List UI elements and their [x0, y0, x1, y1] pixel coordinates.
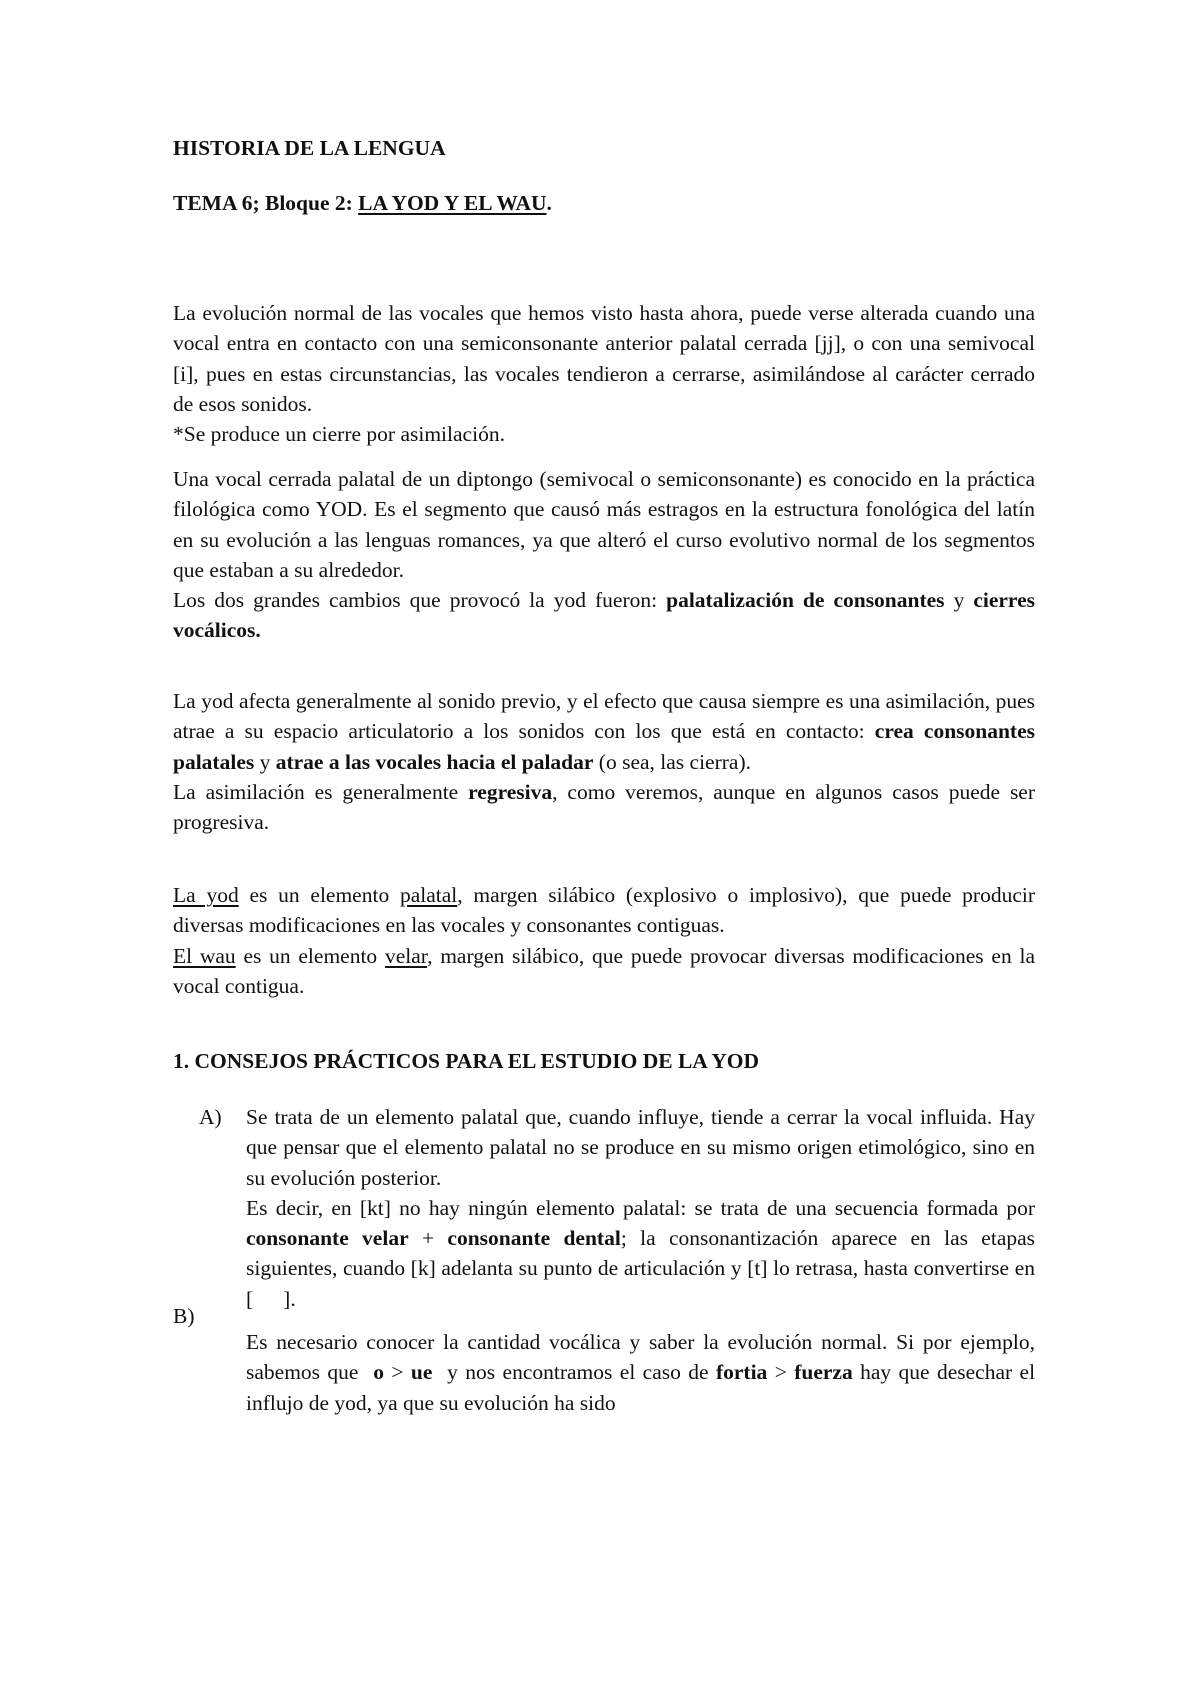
list-item-b: Es necesario conocer la cantidad vocálica y saber la evolución normal. Si por ejemplo, sabemos que o > ue y nos encontramos el caso de fortia > fuerza hay que desechar el influjo de yod, ya que su evolución ha sido [246, 1330, 1036, 1415]
paragraph-yod-effect: La yod afecta generalmente al sonido previo, y el efecto que causa siempre es una asimilación, pues atrae a su espacio articulatorio a los sonidos con los que está en contacto: crea consonantes palatales y atrae a las vocales hacia el paladar (o sea, las cierra). La asimilación es generalmente regresiva, como veremos, aunque en algunos casos puede ser progresiva. [173, 689, 1036, 835]
assimilation-note: *Se produce un cierre por asimilación. [173, 422, 505, 447]
topic-name: LA YOD Y EL WAU [358, 191, 547, 215]
list-marker-a: A) [199, 1105, 222, 1129]
paragraph-yod-wau [173, 880, 1035, 1001]
wau-definition: El wau es un elemento velar, margen silábico, que puede provocar diversas modificaciones en la vocal contigua. [173, 943, 1035, 998]
yod-definition: La yod es un elemento palatal, margen silábico (explosivo o implosivo), que puede producir diversas modificaciones en las vocales y consonantes contiguas. [173, 883, 1036, 938]
topic-heading: TEMA 6; Bloque 2: LA YOD Y EL WAU. [173, 191, 552, 215]
list-marker-b: B) [173, 1304, 195, 1328]
paragraph-yod-definition: Una vocal cerrada palatal de un diptongo (semivocal o semiconsonante) es conocido en la práctica filológica como YOD. Es el segmento que causó más estragos en la estructura fonológica del latín en su evolución a las lenguas romances, ya que alteró el curso evolutivo normal de los segmentos que estaban a su alrededor. Los dos grandes cambios que provocó la yod fueron: palatalización de consonantes y cierres vocálicos. [173, 467, 1035, 643]
list-item-a: Se trata de un elemento palatal que, cuando influye, tiende a cerrar la vocal influida. Hay que pensar que el elemento palatal no se produce en su mismo origen etimológico, sino en su evolución posterior. Es decir, en [kt] no hay ningún elemento palatal: se trata de una secuencia formada por consonante velar + consonante dental; la consonantización aparece en las etapas siguientes, cuando [k] adelanta su punto de articulación y [t] lo retrasa, hasta convertirse en [ ]. [246, 1105, 1036, 1311]
paragraph-intro: La evolución normal de las vocales que hemos visto hasta ahora, puede verse alterada cuando una vocal entra en contacto con una semiconsonante anterior palatal cerrada [jj], o con una semivocal [i], pues en estas circunstancias, las vocales tendieron a cerrarse, asimilándose al carácter cerrado de esos sonidos. *Se produce un cierre por asimilación. [173, 298, 1035, 449]
section-heading: 1. CONSEJOS PRÁCTICOS PARA EL ESTUDIO DE LA YOD [173, 1049, 759, 1073]
document-title: HISTORIA DE LA LENGUA [173, 136, 446, 160]
